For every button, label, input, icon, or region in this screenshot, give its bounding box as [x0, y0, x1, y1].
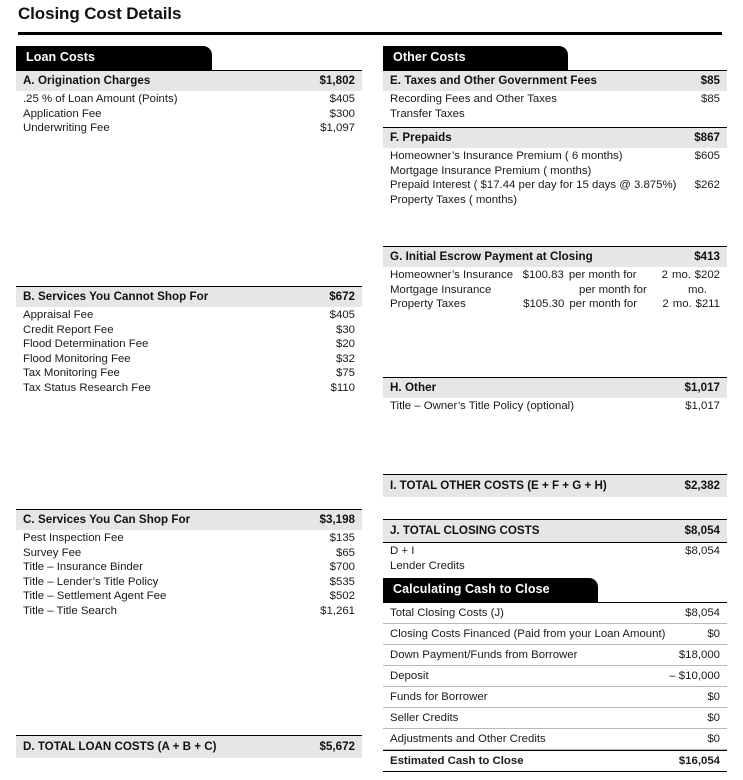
section-f-amount: $867	[694, 131, 720, 144]
section-h-label: H. Other	[390, 381, 437, 394]
line-item-label: Survey Fee	[23, 546, 82, 559]
cash-row-label: Closing Costs Financed (Paid from your Loan Amount)	[390, 628, 666, 640]
section-b-header	[16, 286, 362, 307]
line-item-label: Recording Fees and Other Taxes	[390, 93, 557, 105]
line-item-label: .25 % of Loan Amount (Points)	[23, 93, 178, 105]
escrow-name: Homeowner’s Insurance	[390, 269, 514, 281]
escrow-months: 2	[662, 298, 669, 311]
section-a-amount: $1,802	[319, 74, 355, 87]
line-item-amount: $1,261	[320, 604, 355, 617]
line-item	[23, 352, 355, 367]
line-item-amount: $535	[329, 575, 355, 588]
line-item-amount: $1,017	[685, 400, 720, 412]
section-e	[383, 70, 727, 121]
section-c-header	[16, 509, 362, 530]
line-item-amount: $135	[329, 532, 355, 544]
line-item	[23, 107, 355, 122]
total-other-costs-amount: $2,382	[684, 479, 720, 492]
line-item-amount: $75	[335, 367, 355, 380]
line-item-label: Title – Lender’s Title Policy	[23, 575, 159, 588]
line-item-label: Mortgage Insurance Premium ( months)	[390, 164, 592, 177]
line-item-amount: $20	[335, 338, 355, 351]
line-item-label: Title – Title Search	[23, 604, 117, 617]
section-e-amount: $85	[700, 74, 720, 87]
escrow-unit: mo.	[672, 298, 692, 311]
line-item-amount: $300	[329, 107, 355, 120]
total-loan-costs-label: D. TOTAL LOAN COSTS (A + B + C)	[23, 740, 217, 753]
line-item-label: Homeowner’s Insurance Premium ( 6 months)	[390, 150, 623, 162]
line-item	[390, 544, 720, 559]
section-c	[16, 509, 362, 619]
cash-row-amount: – $10,000	[669, 670, 720, 682]
section-b	[16, 286, 362, 396]
line-item-label: Title – Insurance Binder	[23, 561, 143, 574]
total-loan-costs-amount: $5,672	[319, 740, 355, 753]
cash-row-label: Adjustments and Other Credits	[390, 733, 546, 745]
section-g-rows	[383, 267, 727, 312]
table-row	[383, 729, 727, 750]
line-item-label: Appraisal Fee	[23, 309, 94, 321]
line-item	[23, 531, 355, 546]
line-item	[390, 399, 720, 414]
escrow-row	[390, 283, 720, 298]
line-item	[23, 323, 355, 338]
loan-costs-tab: Loan Costs	[16, 46, 212, 70]
line-item-amount: $605	[694, 150, 720, 162]
total-closing-costs-label: J. TOTAL CLOSING COSTS	[390, 524, 540, 537]
other-costs-tab-wrap	[383, 46, 727, 70]
line-item	[23, 308, 355, 323]
section-h	[383, 377, 727, 414]
line-item-label: Lender Credits	[390, 559, 465, 572]
line-item	[23, 92, 355, 107]
section-h-items	[383, 398, 727, 414]
section-a-label: A. Origination Charges	[23, 74, 151, 87]
line-item	[23, 546, 355, 561]
title-divider	[18, 32, 722, 35]
line-item-amount: $502	[329, 590, 355, 603]
escrow-period: per month for	[568, 269, 637, 281]
line-item	[23, 381, 355, 396]
section-f-items	[383, 148, 727, 207]
loan-costs-tab-wrap	[16, 46, 362, 70]
section-i-total	[383, 474, 727, 497]
section-a-items	[16, 91, 362, 136]
cash-to-close-block	[383, 578, 727, 772]
section-c-label: C. Services You Can Shop For	[23, 513, 191, 526]
cash-row-amount: $0	[707, 712, 720, 724]
other-costs-tab: Other Costs	[383, 46, 568, 70]
section-e-items	[383, 91, 727, 121]
cash-row-label: Down Payment/Funds from Borrower	[390, 649, 578, 661]
line-item	[390, 149, 720, 164]
total-other-costs-label: I. TOTAL OTHER COSTS (E + F + G + H)	[390, 479, 607, 492]
escrow-unit: mo.	[672, 269, 691, 281]
line-item-amount: $405	[329, 93, 355, 105]
line-item-amount: $405	[329, 309, 355, 321]
section-h-amount: $1,017	[684, 381, 720, 394]
section-e-header	[383, 70, 727, 91]
line-item-label: Tax Status Research Fee	[23, 381, 151, 394]
section-f	[383, 127, 727, 207]
line-item-label: Tax Monitoring Fee	[23, 367, 120, 380]
section-c-items	[16, 530, 362, 619]
section-j-total	[383, 519, 727, 573]
total-closing-costs-amount: $8,054	[684, 524, 720, 537]
line-item-amount: $262	[694, 179, 720, 192]
line-item-label: Flood Monitoring Fee	[23, 352, 131, 365]
line-item-amount: $8,054	[685, 545, 720, 557]
total-closing-costs-bar	[383, 519, 727, 543]
escrow-period: per month for	[579, 283, 647, 296]
table-row	[383, 603, 727, 624]
line-item	[23, 366, 355, 381]
line-item	[23, 575, 355, 590]
line-item-amount: $32	[335, 352, 355, 365]
total-loan-costs-bar	[16, 735, 362, 758]
section-g	[383, 246, 727, 312]
section-j-items	[383, 543, 727, 573]
escrow-unit: mo.	[688, 283, 707, 296]
estimated-cash-to-close-label: Estimated Cash to Close	[390, 755, 524, 767]
cash-row-amount: $8,054	[685, 607, 720, 619]
line-item	[390, 92, 720, 107]
cash-to-close-tab-wrap	[383, 578, 727, 602]
cash-to-close-table	[383, 602, 727, 772]
escrow-rate: $100.83	[522, 269, 564, 281]
cash-row-amount: $0	[707, 733, 720, 745]
other-costs-column	[383, 46, 727, 767]
section-g-header	[383, 246, 727, 267]
table-row	[383, 624, 727, 645]
line-item-amount: $110	[330, 381, 355, 394]
line-item-label: D + I	[390, 545, 415, 557]
escrow-amount: $211	[695, 298, 720, 311]
line-item-label: Title – Settlement Agent Fee	[23, 590, 167, 603]
cash-row-amount: $18,000	[678, 649, 720, 661]
cash-row-amount: $0	[707, 691, 720, 703]
cash-row-label: Seller Credits	[390, 712, 459, 724]
estimated-cash-to-close-row	[383, 750, 727, 772]
loan-costs-column	[16, 46, 362, 753]
line-item-amount: $1,097	[320, 122, 355, 135]
line-item	[23, 337, 355, 352]
estimated-cash-to-close-amount: $16,054	[678, 755, 720, 767]
line-item	[390, 178, 720, 193]
cash-row-label: Total Closing Costs (J)	[390, 607, 504, 619]
escrow-row	[390, 297, 720, 312]
line-item-label: Underwriting Fee	[23, 122, 110, 135]
line-item-amount: $85	[700, 93, 720, 105]
line-item-label: Transfer Taxes	[390, 107, 465, 120]
line-item-label: Credit Report Fee	[23, 323, 114, 336]
page-title: Closing Cost Details	[18, 4, 182, 23]
escrow-row	[390, 268, 720, 283]
escrow-rate: $105.30	[523, 298, 565, 311]
line-item-amount: $65	[335, 546, 355, 559]
section-d-total	[16, 735, 362, 758]
line-item-label: Flood Determination Fee	[23, 338, 149, 351]
section-g-label: G. Initial Escrow Payment at Closing	[390, 250, 593, 263]
line-item	[390, 193, 720, 208]
cash-row-label: Deposit	[390, 670, 429, 682]
line-item-amount: $30	[335, 323, 355, 336]
section-g-amount: $413	[694, 250, 720, 263]
cash-to-close-tab: Calculating Cash to Close	[383, 578, 598, 602]
line-item-amount: $700	[329, 561, 355, 574]
line-item-label: Prepaid Interest ( $17.44 per day for 15 days @ 3.875%)	[390, 179, 677, 192]
line-item-label: Application Fee	[23, 107, 102, 120]
table-row	[383, 645, 727, 666]
line-item	[23, 560, 355, 575]
escrow-name: Mortgage Insurance	[390, 283, 492, 296]
section-e-label: E. Taxes and Other Government Fees	[390, 74, 598, 87]
section-h-header	[383, 377, 727, 398]
section-b-amount: $672	[329, 290, 355, 303]
escrow-amount: $202	[694, 269, 721, 281]
line-item	[390, 107, 720, 122]
table-row	[383, 708, 727, 729]
cash-row-label: Funds for Borrower	[390, 691, 488, 703]
line-item	[23, 604, 355, 619]
section-f-header	[383, 127, 727, 148]
escrow-name: Property Taxes	[390, 298, 466, 311]
total-other-costs-bar	[383, 474, 727, 497]
line-item-label: Pest Inspection Fee	[23, 532, 124, 544]
table-row	[383, 666, 727, 687]
section-a	[16, 70, 362, 136]
line-item-label: Property Taxes ( months)	[390, 193, 518, 206]
line-item	[390, 559, 720, 574]
escrow-months: 2	[661, 269, 668, 281]
cash-row-amount: $0	[707, 628, 720, 640]
table-row	[383, 687, 727, 708]
line-item	[23, 121, 355, 136]
section-b-items	[16, 307, 362, 396]
escrow-period: per month for	[569, 298, 638, 311]
line-item	[390, 164, 720, 179]
section-a-header	[16, 70, 362, 91]
section-f-label: F. Prepaids	[390, 131, 452, 144]
section-c-amount: $3,198	[319, 513, 355, 526]
line-item	[23, 589, 355, 604]
line-item-label: Title – Owner’s Title Policy (optional)	[390, 400, 575, 412]
section-b-label: B. Services You Cannot Shop For	[23, 290, 209, 303]
